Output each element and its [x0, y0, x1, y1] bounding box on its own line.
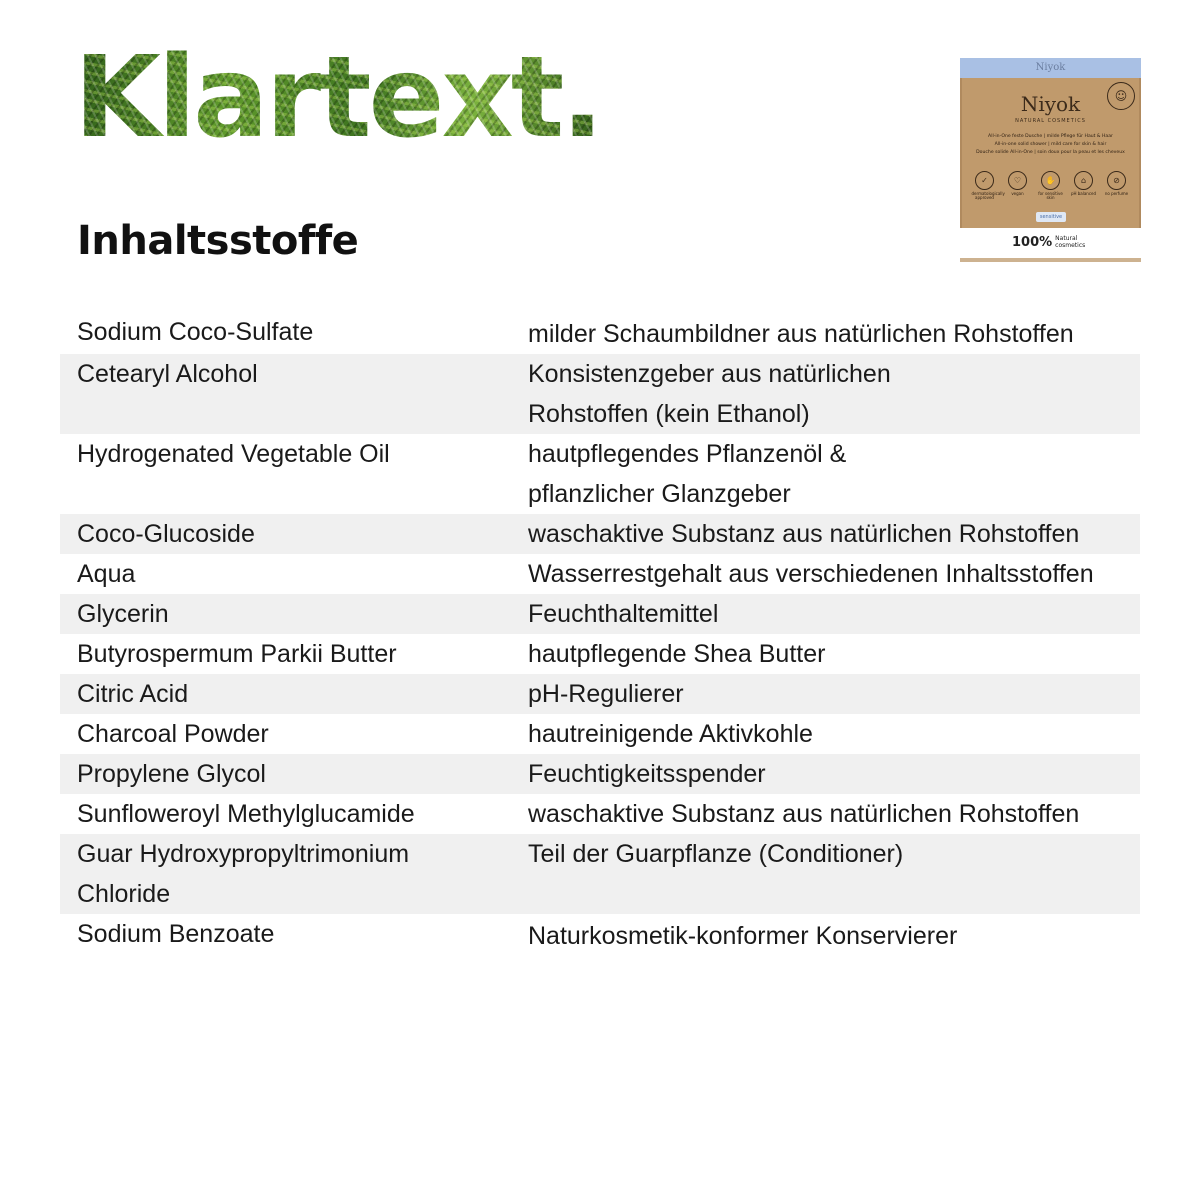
- ingredient-name: Sodium Coco-Sulfate: [77, 318, 314, 346]
- ingredients-table: [60, 312, 1140, 956]
- ingredient-name: Citric Acid: [77, 680, 189, 708]
- feature-label: pH balanced: [1070, 191, 1097, 196]
- ingredient-name: Glycerin: [77, 600, 169, 628]
- headline: Klartext.: [74, 33, 601, 163]
- ingredient-name: Charcoal Powder: [77, 720, 269, 748]
- feature-label: for sensitive skin: [1038, 191, 1063, 201]
- natural-cosmetics-seal: [1012, 235, 1095, 250]
- feature-label: dermatologically approved: [971, 191, 1005, 201]
- brand-name: Niyok: [1020, 92, 1081, 116]
- check-icon: ✓: [975, 171, 994, 190]
- natural-label: Natural cosmetics: [1055, 234, 1086, 249]
- table-row: [60, 714, 1140, 754]
- box-base: [960, 258, 1141, 262]
- ingredient-name: Aqua: [77, 560, 136, 588]
- ingredient-description: pH-Regulierer: [528, 680, 684, 708]
- ingredient-name: Coco-Glucoside: [77, 520, 255, 548]
- no-perfume-icon: ⊘: [1107, 171, 1126, 190]
- feature-no-perfume: [1104, 171, 1130, 201]
- table-row: [60, 634, 1140, 674]
- ingredient-name: Propylene Glycol: [77, 760, 266, 788]
- product-image: [960, 58, 1141, 262]
- section-title: Inhaltsstoffe: [77, 218, 359, 264]
- table-row: [60, 674, 1140, 714]
- ingredient-description: waschaktive Substanz aus natürlichen Rohstoffen: [528, 800, 1080, 828]
- table-row: [60, 354, 1140, 434]
- ph-icon: ⌂: [1074, 171, 1093, 190]
- feature-dermatologically-approved: [971, 171, 1005, 201]
- name-line: Guar Hydroxypropyltrimonium: [77, 840, 410, 868]
- table-row: [60, 754, 1140, 794]
- description-line: Konsistenzgeber aus natürlichen: [528, 360, 891, 388]
- person-illustration-icon: ☺: [1107, 82, 1135, 110]
- table-row: [60, 794, 1140, 834]
- table-row: [60, 312, 1140, 354]
- ingredient-name: Sodium Benzoate: [77, 920, 275, 948]
- box-lid-brand: Niyok: [1035, 62, 1066, 73]
- product-description-de: All-in-One feste Dusche | milde Pflege für Haut & Haar: [988, 134, 1113, 139]
- table-row: [60, 554, 1140, 594]
- feature-label: no perfume: [1104, 191, 1129, 196]
- sensitive-badge: sensitive: [1036, 212, 1066, 222]
- feature-vegan: [1005, 171, 1031, 201]
- ingredient-description: Naturkosmetik-konformer Konservierer: [528, 922, 958, 950]
- hand-icon: ✋: [1041, 171, 1060, 190]
- product-description-fr: Douche solide All-in-One | soin doux pour la peau et les cheveux: [976, 150, 1125, 155]
- ingredient-description: milder Schaumbildner aus natürlichen Rohstoffen: [528, 320, 1074, 348]
- description-line: pflanzlicher Glanzgeber: [528, 480, 791, 508]
- feature-label: vegan: [1011, 191, 1024, 196]
- feature-ph-balanced: [1071, 171, 1097, 201]
- product-box: [960, 58, 1141, 262]
- table-row: [60, 434, 1140, 514]
- table-row: [60, 834, 1140, 914]
- product-description-en: All-in-one solid shower | mild care for skin & hair: [994, 142, 1107, 147]
- ingredient-description: [528, 354, 1140, 434]
- description-line: hautpflegendes Pflanzenöl &: [528, 440, 847, 468]
- feature-sensitive-skin: [1038, 171, 1064, 201]
- ingredient-description: hautreinigende Aktivkohle: [528, 720, 813, 748]
- description-line: Rohstoffen (kein Ethanol): [528, 400, 810, 428]
- ingredient-name: [60, 834, 528, 914]
- table-row: [60, 514, 1140, 554]
- ingredient-name: Cetearyl Alcohol: [77, 360, 258, 388]
- ingredient-name: Sunfloweroyl Methylglucamide: [77, 800, 415, 828]
- ingredient-description: Feuchtigkeitsspender: [528, 760, 766, 788]
- product-feature-icons: [962, 171, 1139, 201]
- ingredient-name: Butyrospermum Parkii Butter: [77, 640, 397, 668]
- box-bottom-band: [960, 228, 1141, 262]
- ingredient-description: hautpflegende Shea Butter: [528, 640, 826, 668]
- heart-icon: ♡: [1008, 171, 1027, 190]
- ingredient-description: Feuchthaltemittel: [528, 600, 719, 628]
- box-lid: [960, 58, 1141, 78]
- ingredient-description: [528, 434, 1140, 514]
- natural-percent: 100%: [1012, 235, 1053, 250]
- brand-subtitle: NATURAL COSMETICS: [1015, 118, 1086, 124]
- name-line: Chloride: [77, 880, 171, 908]
- ingredient-description: waschaktive Substanz aus natürlichen Rohstoffen: [528, 520, 1080, 548]
- table-row: [60, 914, 1140, 956]
- ingredient-description: Wasserrestgehalt aus verschiedenen Inhaltsstoffen: [528, 560, 1094, 588]
- ingredient-description: Teil der Guarpflanze (Conditioner): [528, 840, 904, 868]
- box-front: [962, 78, 1139, 228]
- ingredient-name: Hydrogenated Vegetable Oil: [77, 440, 390, 468]
- table-row: [60, 594, 1140, 634]
